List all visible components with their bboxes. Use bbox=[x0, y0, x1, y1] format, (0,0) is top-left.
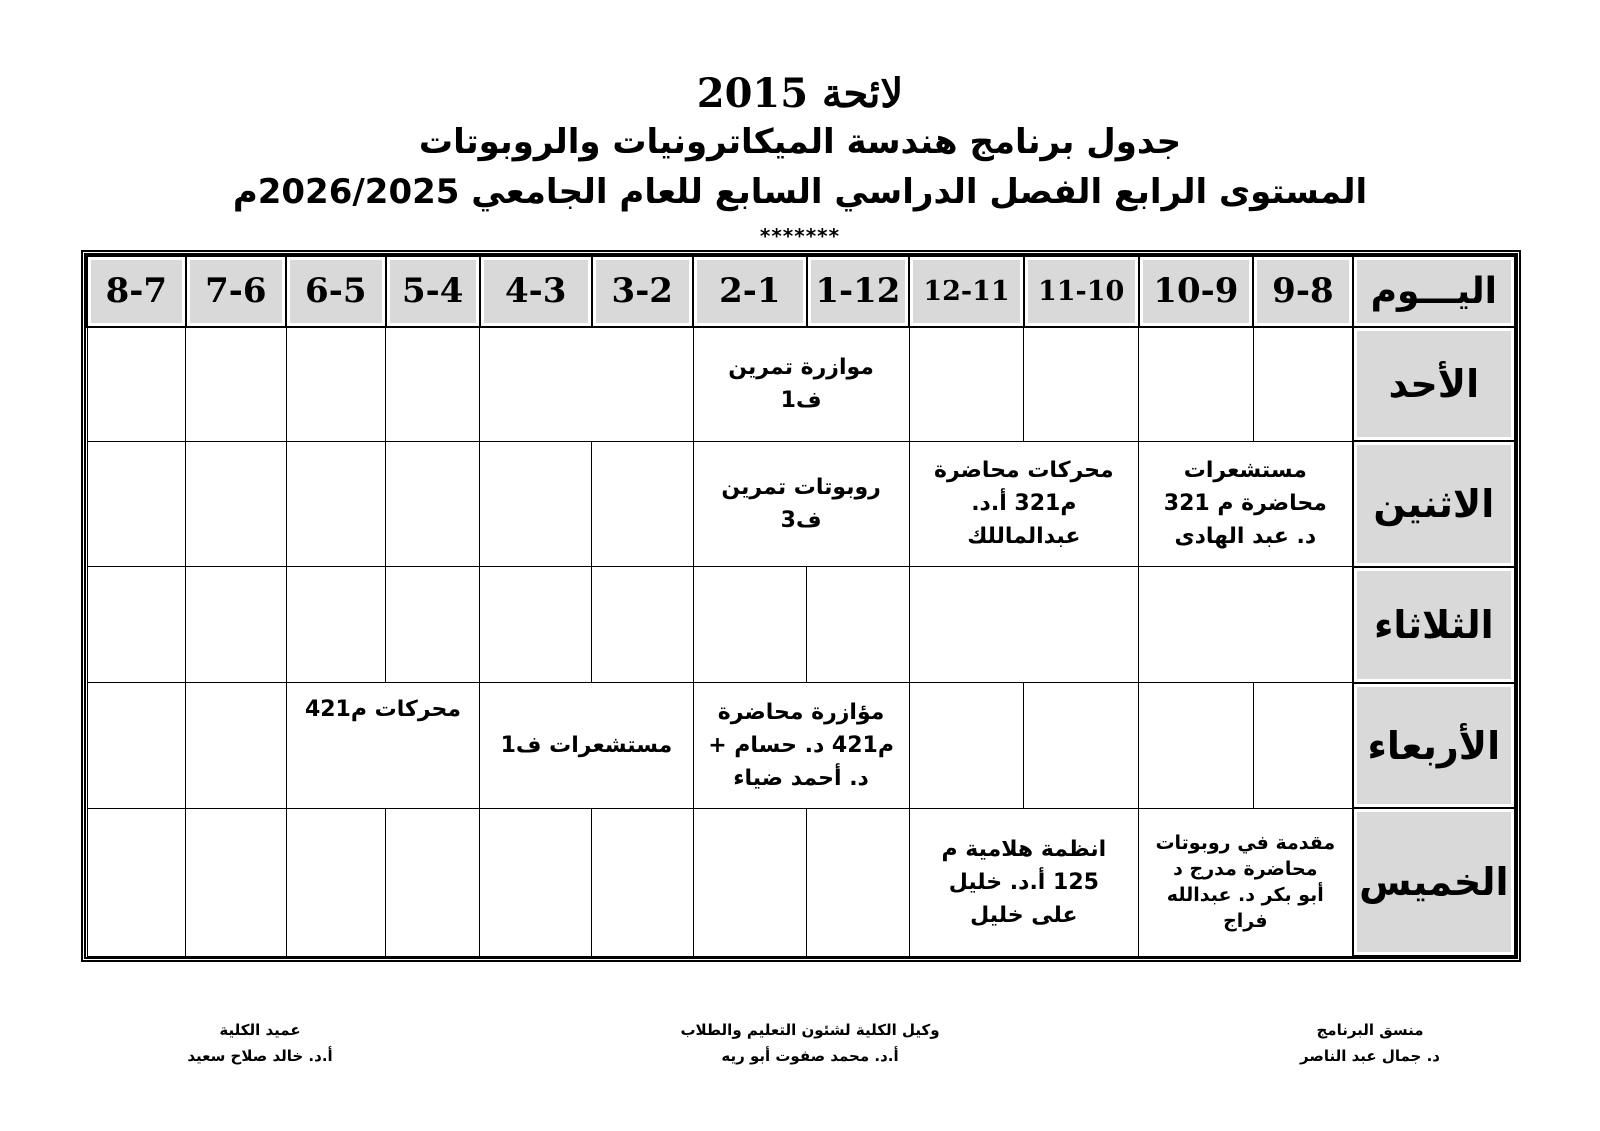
empty-slot bbox=[1024, 683, 1139, 808]
empty-slot bbox=[286, 441, 385, 566]
session-fuzzy-systems bbox=[909, 808, 1138, 956]
session-line: 125 أ.د. خليل bbox=[948, 869, 1099, 895]
empty-slot bbox=[186, 441, 286, 566]
empty-slot bbox=[1253, 327, 1352, 441]
session-line: م321 أ.د. bbox=[971, 491, 1077, 517]
empty-slot bbox=[909, 567, 1138, 683]
empty-slot bbox=[386, 808, 480, 956]
empty-slot bbox=[87, 567, 186, 683]
time-slot-header: 1-12 bbox=[807, 256, 910, 327]
session-line: ف1 bbox=[780, 388, 822, 414]
empty-slot bbox=[386, 327, 480, 441]
time-slot-header: 4-3 bbox=[480, 256, 592, 327]
session-line: مؤازرة محاضرة bbox=[717, 700, 885, 726]
empty-slot bbox=[693, 808, 807, 956]
empty-slot bbox=[909, 327, 1024, 441]
empty-slot bbox=[693, 567, 807, 683]
regulation-year: لائحة 2015 bbox=[696, 70, 904, 117]
day-row-wednesday bbox=[87, 683, 1515, 808]
session-line: محاضرة مدرج د bbox=[1173, 857, 1318, 880]
session-line: م421 د. حسام + bbox=[708, 733, 894, 759]
session-line: مستشعرات ف1 bbox=[500, 733, 673, 759]
empty-slot bbox=[1139, 683, 1254, 808]
empty-slot bbox=[1139, 327, 1254, 441]
session-line: موازرة تمرين bbox=[728, 355, 874, 381]
session-line: على خليل bbox=[970, 902, 1078, 928]
session-line: انظمة هلامية م bbox=[941, 836, 1107, 862]
empty-slot bbox=[286, 808, 385, 956]
day-row-monday bbox=[87, 441, 1515, 566]
session-balance-lecture bbox=[693, 683, 909, 808]
day-column-header: اليـــوم bbox=[1353, 256, 1515, 327]
empty-slot bbox=[87, 327, 186, 441]
time-slot-header: 3-2 bbox=[592, 256, 693, 327]
empty-slot bbox=[592, 808, 693, 956]
empty-slot bbox=[186, 567, 286, 683]
session-line: عبدالماللك bbox=[967, 524, 1081, 550]
session-line: أبو بكر د. عبدالله bbox=[1166, 884, 1324, 907]
empty-slot bbox=[1139, 567, 1353, 683]
session-line: مستشعرات bbox=[1183, 458, 1307, 484]
time-slot-header: 6-5 bbox=[286, 256, 385, 327]
time-slot-header: 10-9 bbox=[1139, 256, 1254, 327]
empty-slot bbox=[87, 683, 186, 808]
empty-slot bbox=[480, 808, 592, 956]
signature-title: عميد الكلية bbox=[219, 1021, 301, 1039]
timetable bbox=[81, 250, 1521, 962]
empty-slot bbox=[807, 808, 910, 956]
empty-slot bbox=[186, 327, 286, 441]
signature-title: منسق البرنامج bbox=[1316, 1021, 1424, 1039]
empty-slot bbox=[286, 327, 385, 441]
empty-slot bbox=[592, 567, 693, 683]
empty-slot bbox=[807, 567, 910, 683]
title-separator: ******* bbox=[759, 224, 841, 248]
session-line: مقدمة في روبوتات bbox=[1155, 831, 1336, 854]
program-title: جدول برنامج هندسة الميكاترونيات والروبوتات bbox=[418, 122, 1182, 162]
time-slot-header: 11-10 bbox=[1024, 256, 1139, 327]
header-row bbox=[87, 256, 1515, 327]
session-line: محركات محاضرة bbox=[934, 458, 1114, 484]
empty-slot bbox=[480, 567, 592, 683]
empty-slot bbox=[87, 808, 186, 956]
time-slot-header: 2-1 bbox=[693, 256, 807, 327]
empty-slot bbox=[87, 441, 186, 566]
time-slot-header: 5-4 bbox=[386, 256, 480, 327]
day-label-monday: الاثنين bbox=[1353, 441, 1515, 566]
empty-slot bbox=[1253, 683, 1352, 808]
signature-name: أ.د. خالد صلاح سعيد bbox=[187, 1046, 333, 1065]
day-label-sunday: الأحد bbox=[1353, 327, 1515, 441]
time-slot-header: 12-11 bbox=[909, 256, 1024, 327]
level-semester-title: المستوى الرابع الفصل الدراسي السابع للعام الجامعي 2026/2025م bbox=[232, 172, 1368, 212]
empty-slot bbox=[909, 683, 1024, 808]
session-motors-lecture bbox=[909, 441, 1138, 566]
session-line: د. عبد الهادى bbox=[1174, 524, 1317, 550]
time-slot-header: 8-7 bbox=[87, 256, 186, 327]
day-row-thursday bbox=[87, 808, 1515, 956]
session-motors bbox=[286, 683, 480, 808]
signature-coordinator bbox=[1270, 1018, 1470, 1069]
session-sensors-exercise bbox=[480, 683, 693, 808]
session-line: روبوتات تمرين bbox=[721, 474, 881, 500]
session-line: محاضرة م 321 bbox=[1163, 491, 1327, 517]
empty-slot bbox=[286, 567, 385, 683]
session-intro-robotics-lecture bbox=[1139, 808, 1353, 956]
day-row-sunday bbox=[87, 327, 1515, 441]
empty-slot bbox=[386, 567, 480, 683]
signature-name: أ.د. محمد صفوت أبو ريه bbox=[721, 1046, 899, 1065]
empty-slot bbox=[480, 327, 693, 441]
signature-name: د. جمال عبد الناصر bbox=[1300, 1046, 1440, 1065]
signature-title: وكيل الكلية لشئون التعليم والطلاب bbox=[680, 1021, 940, 1039]
empty-slot bbox=[1024, 327, 1139, 441]
empty-slot bbox=[186, 683, 286, 808]
empty-slot bbox=[386, 441, 480, 566]
session-line: ف3 bbox=[780, 507, 822, 533]
signature-vice-dean bbox=[640, 1018, 980, 1069]
empty-slot bbox=[592, 441, 693, 566]
signature-dean bbox=[160, 1018, 360, 1069]
day-row-tuesday bbox=[87, 567, 1515, 683]
empty-slot bbox=[186, 808, 286, 956]
empty-slot bbox=[480, 441, 592, 566]
time-slot-header: 9-8 bbox=[1253, 256, 1352, 327]
day-label-wednesday: الأربعاء bbox=[1353, 683, 1515, 808]
session-balance-exercise bbox=[693, 327, 909, 441]
session-robots-exercise bbox=[693, 441, 909, 566]
day-label-thursday: الخميس bbox=[1353, 808, 1515, 956]
time-slot-header: 7-6 bbox=[186, 256, 286, 327]
session-sensors-lecture bbox=[1139, 441, 1353, 566]
day-label-tuesday: الثلاثاء bbox=[1353, 567, 1515, 683]
session-line: د. أحمد ضياء bbox=[733, 766, 869, 792]
session-line: فراج bbox=[1223, 910, 1268, 933]
session-line: محركات م421 bbox=[304, 697, 461, 723]
